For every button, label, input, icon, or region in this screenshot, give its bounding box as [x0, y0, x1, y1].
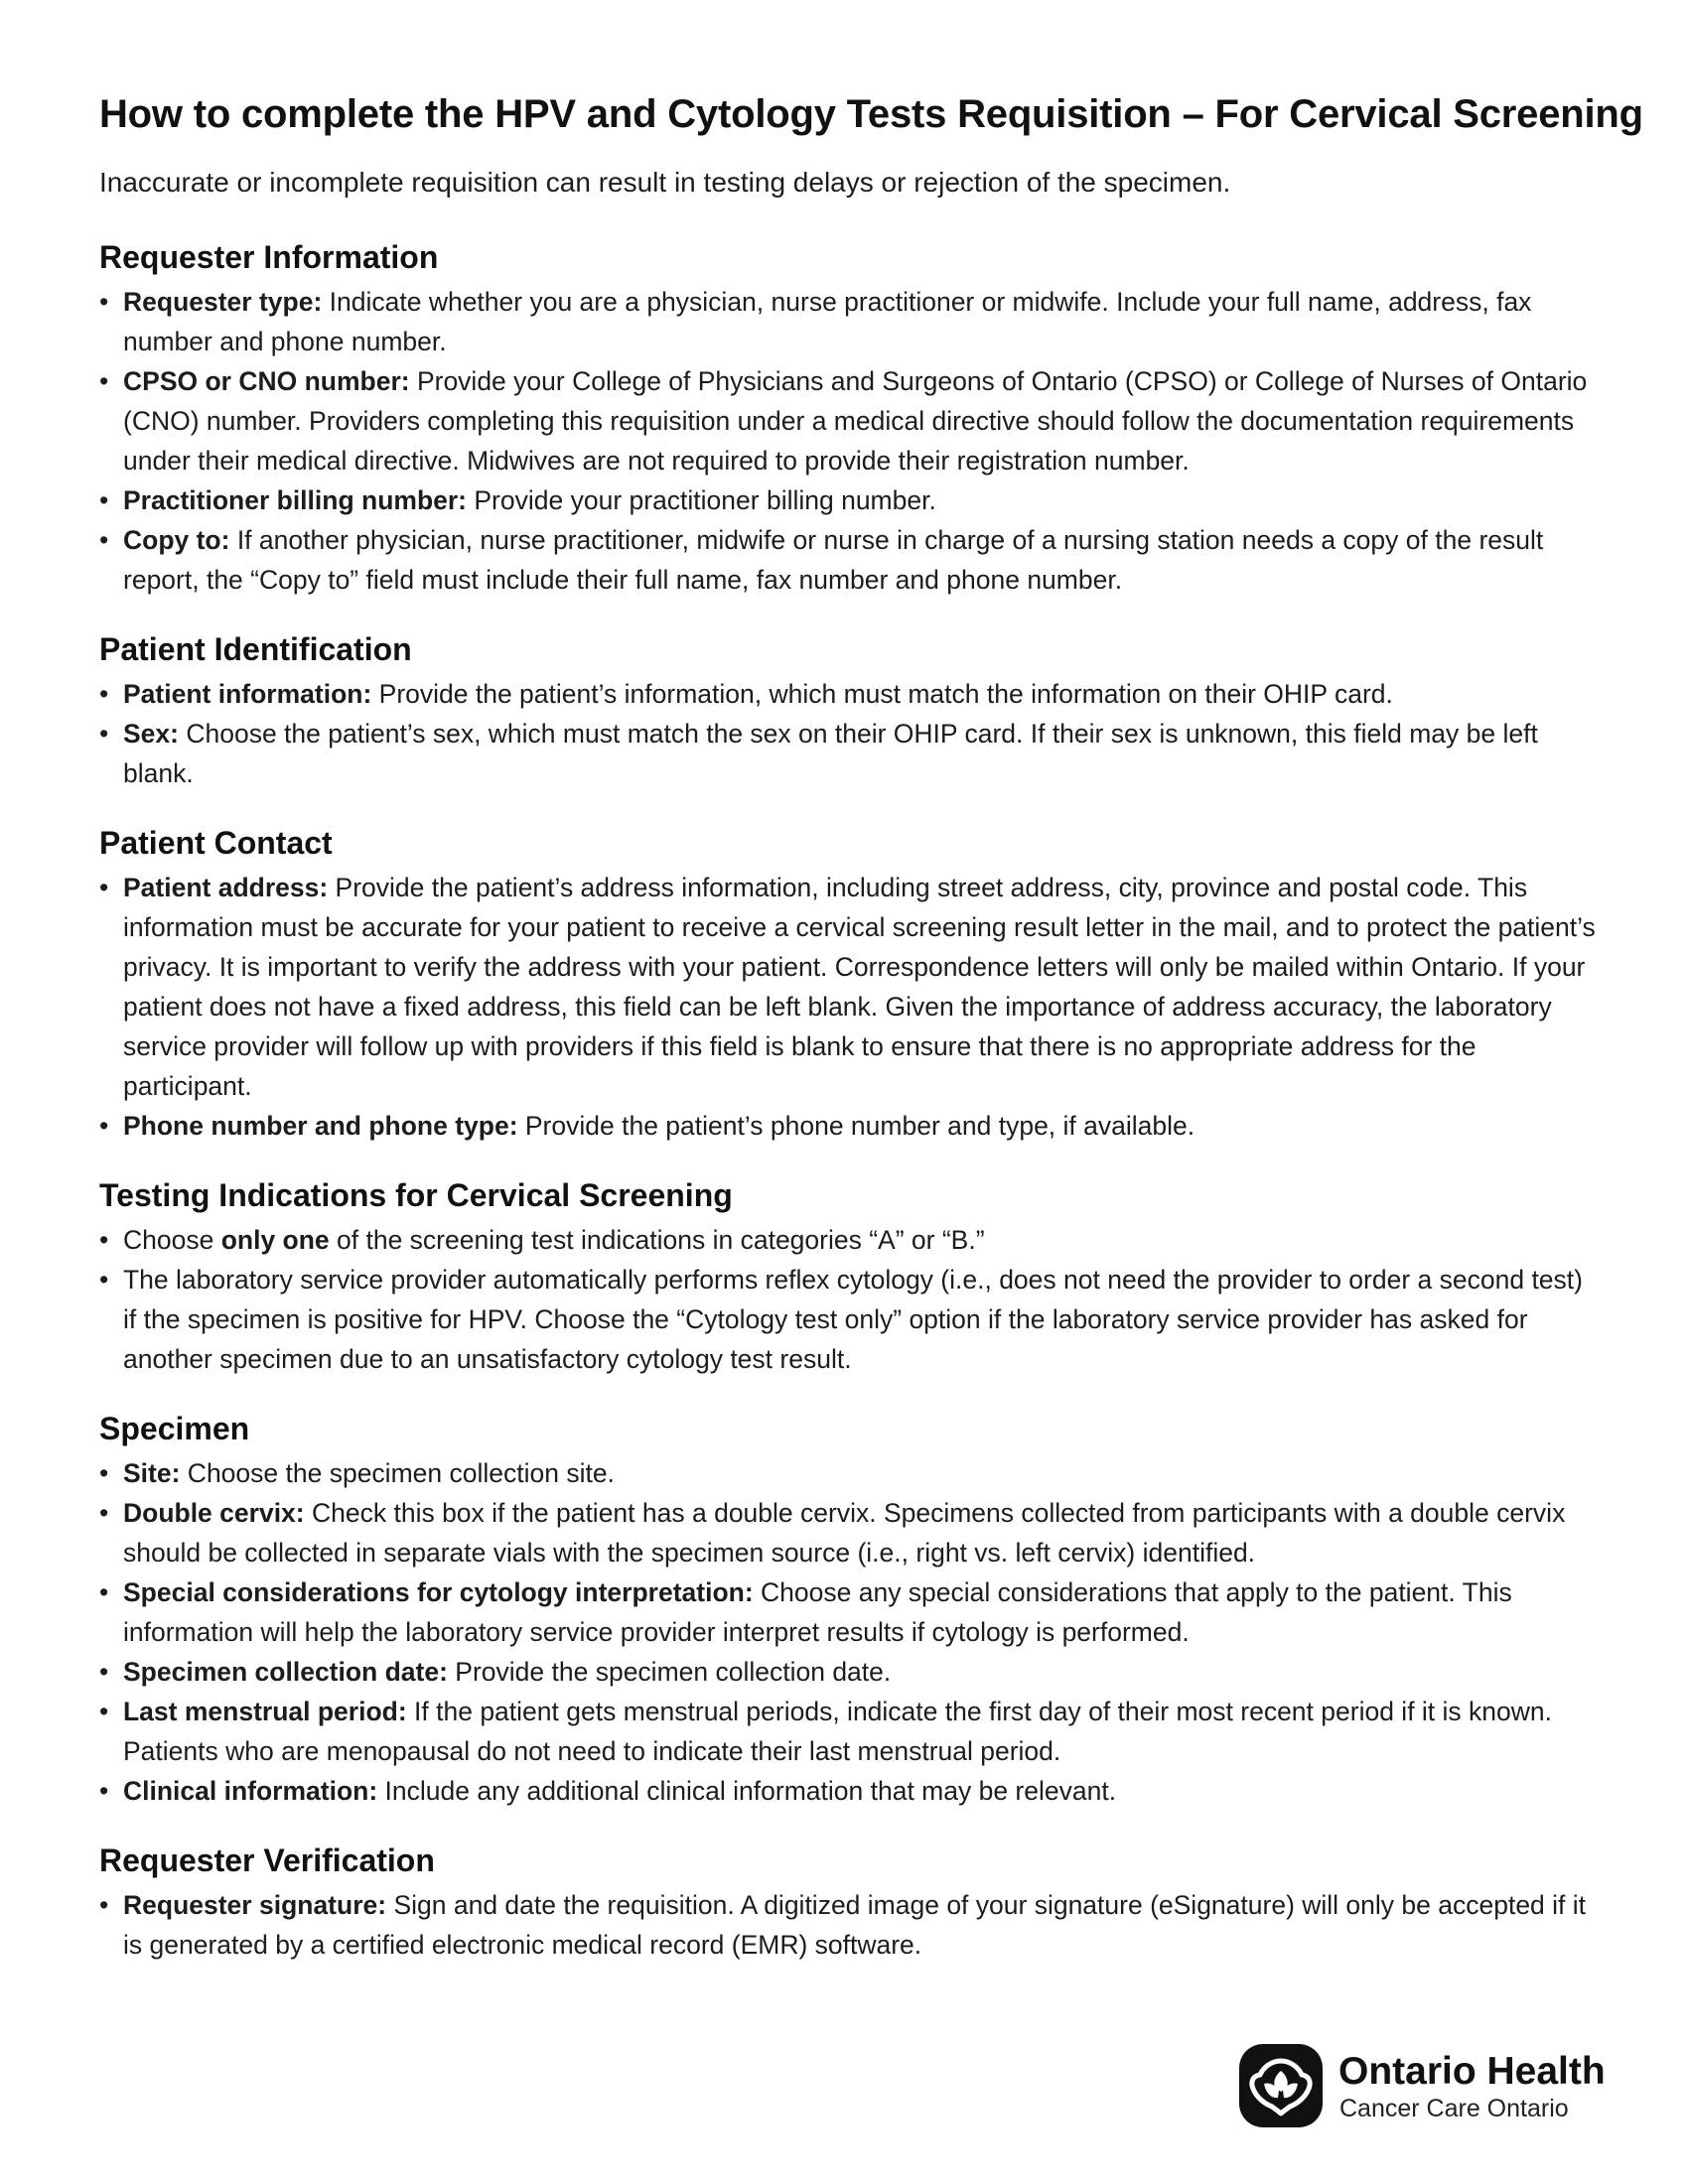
bullet: •	[99, 1498, 109, 1528]
section-heading: Testing Indications for Cervical Screening	[99, 1177, 733, 1213]
bullet: •	[99, 1265, 109, 1295]
list-item: • Double cervix: Check this box if the patient has a double cervix. Specimens collected from participants with a double cervix should be collected in separate vials with the specimen source (i.e., right vs. left cervix) identified.	[99, 1493, 1599, 1572]
logo-subtitle: Cancer Care Ontario	[1339, 2095, 1569, 2122]
list-item: • Specimen collection date: Provide the specimen collection date.	[99, 1652, 1599, 1692]
section-specimen	[99, 1410, 1599, 1811]
bullet: •	[99, 366, 109, 396]
logo-name: Ontario Health	[1338, 2050, 1606, 2093]
section-heading: Specimen	[99, 1411, 250, 1446]
list-item: • Special considerations for cytology interpretation: Choose any special considerations that apply to the patient. This information will help the laboratory service provider interpret results if cytology is performed.	[99, 1572, 1599, 1652]
list-item: • Clinical information: Include any additional clinical information that may be relevant.	[99, 1771, 1599, 1811]
bullet: •	[99, 1225, 109, 1255]
sections-container	[99, 238, 1599, 1995]
bullet: •	[99, 1458, 109, 1488]
bullet: •	[99, 287, 109, 317]
section-testing-indications	[99, 1176, 1599, 1379]
bullet-list	[99, 1885, 1599, 1965]
section-heading: Requester Verification	[99, 1843, 435, 1878]
list-item: • CPSO or CNO number: Provide your College of Physicians and Surgeons of Ontario (CPSO) or College of Nurses of Ontario (CNO) number. Providers completing this requisition under a medical directive should follow the documentation requirements under their medical directive. Midwives are not required to provide their registration number.	[99, 361, 1599, 480]
bullet-list	[99, 674, 1599, 793]
list-item: • The laboratory service provider automatically performs reflex cytology (i.e., does not need the provider to order a second test) if the specimen is positive for HPV. Choose the “Cytology test only” option if the laboratory service provider has asked for another specimen due to an unsatisfactory cytology test result.	[99, 1260, 1599, 1379]
list-item: • Phone number and phone type: Provide the patient’s phone number and type, if available.	[99, 1106, 1599, 1146]
bullet-list	[99, 1220, 1599, 1379]
section-patient-contact	[99, 824, 1599, 1146]
section-heading: Requester Information	[99, 239, 439, 275]
bullet-list	[99, 868, 1599, 1146]
bullet: •	[99, 525, 109, 555]
section-patient-identification	[99, 630, 1599, 793]
section-requester-information	[99, 238, 1599, 600]
list-item: • Site: Choose the specimen collection site.	[99, 1453, 1599, 1493]
bullet: •	[99, 873, 109, 902]
bullet: •	[99, 1776, 109, 1806]
ontario-trillium-icon	[1239, 2044, 1323, 2127]
list-item: • Last menstrual period: If the patient gets menstrual periods, indicate the first day of their most recent period if it is known. Patients who are menopausal do not need to indicate their last menstrual period.	[99, 1692, 1599, 1771]
list-item: • Patient information: Provide the patient’s information, which must match the information on their OHIP card.	[99, 674, 1599, 714]
list-item: • Copy to: If another physician, nurse practitioner, midwife or nurse in charge of a nursing station needs a copy of the result report, the “Copy to” field must include their full name, fax number and phone number.	[99, 520, 1599, 600]
bullet-list	[99, 1453, 1599, 1811]
bullet-list	[99, 282, 1599, 600]
bullet: •	[99, 679, 109, 709]
section-heading: Patient Identification	[99, 631, 412, 667]
bullet: •	[99, 485, 109, 515]
list-item: • Practitioner billing number: Provide your practitioner billing number.	[99, 480, 1599, 520]
section-heading: Patient Contact	[99, 825, 333, 861]
list-item: • Sex: Choose the patient’s sex, which must match the sex on their OHIP card. If their sex is unknown, this field may be left blank.	[99, 714, 1599, 793]
bullet: •	[99, 1657, 109, 1687]
section-requester-verification	[99, 1842, 1599, 1965]
intro-text: Inaccurate or incomplete requisition can result in testing delays or rejection of the specimen.	[99, 167, 1231, 198]
bullet: •	[99, 719, 109, 749]
list-item: • Choose only one of the screening test indications in categories “A” or “B.”	[99, 1220, 1599, 1260]
list-item: • Requester signature: Sign and date the requisition. A digitized image of your signature (eSignature) will only be accepted if it is generated by a certified electronic medical record (EMR) software.	[99, 1885, 1599, 1965]
bullet: •	[99, 1577, 109, 1607]
bullet: •	[99, 1111, 109, 1141]
page-title: How to complete the HPV and Cytology Tests Requisition – For Cervical Screening	[99, 92, 1643, 136]
list-item: • Patient address: Provide the patient’s address information, including street address, city, province and postal code. This information must be accurate for your patient to receive a cervical screening result letter in the mail, and to protect the patient’s privacy. It is important to verify the address with your patient. Correspondence letters will only be mailed within Ontario. If your patient does not have a fixed address, this field can be left blank. Given the importance of address accuracy, the laboratory service provider will follow up with providers if this field is blank to ensure that there is no appropriate address for the participant.	[99, 868, 1599, 1106]
ontario-health-logo	[1239, 2044, 1636, 2127]
bullet: •	[99, 1697, 109, 1726]
list-item: • Requester type: Indicate whether you are a physician, nurse practitioner or midwife. Include your full name, address, fax number and phone number.	[99, 282, 1599, 361]
bullet: •	[99, 1890, 109, 1920]
